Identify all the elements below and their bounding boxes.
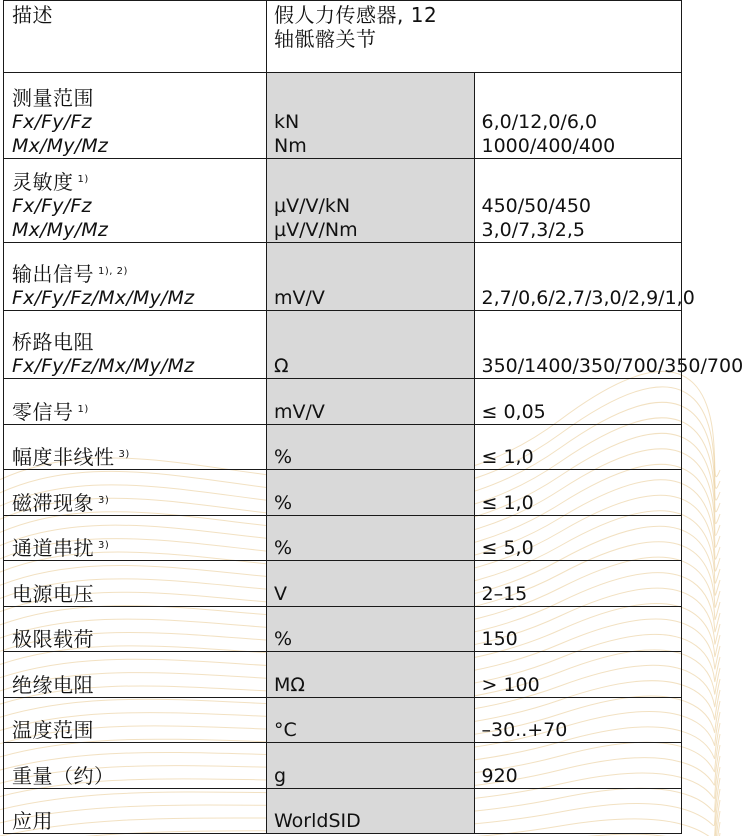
spec-unit: % bbox=[274, 628, 293, 650]
spec-value: 6,0/12,0/6,0 bbox=[481, 111, 598, 133]
spec-unit-cell bbox=[267, 743, 475, 789]
spec-unit: WorldSID bbox=[274, 810, 361, 832]
spec-row bbox=[4, 243, 682, 311]
footnote-ref: 1) bbox=[77, 404, 89, 415]
table-header-row bbox=[4, 1, 682, 73]
spec-value-cell bbox=[474, 243, 695, 311]
spec-row bbox=[4, 311, 682, 379]
spec-row bbox=[4, 789, 682, 834]
spec-name: 灵敏度 $^{1)}$ bbox=[12, 170, 89, 194]
spec-axes: Fx/Fy/Fz/Mx/My/Mz bbox=[12, 287, 195, 309]
spec-name: 通道串扰 $^{3)}$ bbox=[12, 536, 110, 560]
spec-axes: Mx/My/Mz bbox=[12, 219, 109, 241]
spec-unit-cell bbox=[267, 159, 475, 243]
spec-unit-cell bbox=[267, 516, 475, 561]
header-label-cell bbox=[4, 1, 267, 73]
spec-value-cell bbox=[474, 311, 743, 379]
spec-row bbox=[4, 379, 682, 425]
spec-value: 2–15 bbox=[481, 583, 528, 605]
product-name-line-1: 假人力传感器, 12 bbox=[274, 3, 438, 27]
spec-value-cell bbox=[474, 159, 682, 243]
spec-value: ≤ 1,0 bbox=[481, 492, 534, 514]
spec-value: ≤ 5,0 bbox=[481, 537, 534, 559]
spec-unit: °C bbox=[274, 719, 297, 741]
spec-row bbox=[4, 561, 682, 607]
spec-name: 电源电压 bbox=[12, 582, 94, 606]
spec-name: 测量范围 bbox=[12, 86, 94, 110]
spec-value-cell bbox=[474, 379, 682, 425]
spec-value-cell bbox=[474, 516, 682, 561]
spec-name-cell bbox=[4, 470, 267, 516]
spec-axes: Fx/Fy/Fz bbox=[12, 111, 92, 133]
spec-value: 150 bbox=[481, 628, 518, 650]
spec-value: 920 bbox=[481, 765, 518, 787]
spec-name: 磁滞现象 $^{3)}$ bbox=[12, 491, 110, 515]
spec-unit-cell bbox=[267, 652, 475, 698]
spec-value: 450/50/450 bbox=[481, 195, 592, 217]
spec-unit-cell bbox=[267, 425, 475, 470]
footnote-ref: 3) bbox=[98, 540, 110, 551]
spec-unit: µV/V/kN bbox=[274, 195, 351, 217]
footnote-ref: 3) bbox=[98, 495, 110, 506]
header-label: 描述 bbox=[12, 3, 53, 27]
spec-value: ≤ 0,05 bbox=[481, 401, 546, 423]
spec-name-cell bbox=[4, 379, 267, 425]
spec-value-cell bbox=[474, 607, 682, 652]
spec-name-cell bbox=[4, 698, 267, 743]
spec-unit: Nm bbox=[274, 135, 307, 157]
spec-value: 3,0/7,3/2,5 bbox=[481, 219, 585, 241]
spec-name: 重量（约） bbox=[12, 764, 115, 788]
spec-unit-cell bbox=[267, 470, 475, 516]
spec-name-cell bbox=[4, 425, 267, 470]
spec-name-cell bbox=[4, 73, 267, 159]
spec-axes: Mx/My/Mz bbox=[12, 135, 109, 157]
spec-unit: V bbox=[274, 583, 287, 605]
spec-unit: % bbox=[274, 446, 293, 468]
spec-name-cell bbox=[4, 789, 267, 834]
spec-unit-cell bbox=[267, 243, 475, 311]
footnote-ref: 1), 2) bbox=[98, 266, 128, 277]
spec-value: > 100 bbox=[481, 674, 540, 696]
spec-row bbox=[4, 652, 682, 698]
product-name-cell bbox=[267, 1, 682, 73]
spec-value: –30..+70 bbox=[481, 719, 568, 741]
spec-value-cell bbox=[474, 743, 682, 789]
spec-value: ≤ 1,0 bbox=[481, 446, 534, 468]
footnote-ref: 3) bbox=[118, 449, 130, 460]
spec-unit-cell bbox=[267, 698, 475, 743]
spec-unit: µV/V/Nm bbox=[274, 219, 358, 241]
spec-unit: % bbox=[274, 537, 293, 559]
spec-name: 极限载荷 bbox=[12, 627, 94, 651]
spec-unit: MΩ bbox=[274, 674, 305, 696]
spec-name: 输出信号 $^{1), 2)}$ bbox=[12, 262, 128, 286]
spec-value-cell bbox=[474, 425, 682, 470]
spec-unit: % bbox=[274, 492, 293, 514]
spec-name-cell bbox=[4, 516, 267, 561]
spec-name-cell bbox=[4, 652, 267, 698]
spec-name: 应用 bbox=[12, 809, 53, 833]
footnote-ref: 1) bbox=[77, 174, 89, 185]
product-name-line-2: 轴骶髂关节 bbox=[274, 27, 377, 51]
spec-unit: kN bbox=[274, 111, 300, 133]
spec-row bbox=[4, 425, 682, 470]
spec-unit-cell bbox=[267, 607, 475, 652]
spec-unit: g bbox=[274, 765, 287, 787]
spec-value-cell bbox=[474, 73, 682, 159]
spec-unit: Ω bbox=[274, 355, 289, 377]
spec-name-cell bbox=[4, 743, 267, 789]
spec-value: 2,7/0,6/2,7/3,0/2,9/1,0 bbox=[481, 287, 695, 309]
spec-row bbox=[4, 607, 682, 652]
spec-unit-cell bbox=[267, 311, 475, 379]
spec-value-cell bbox=[474, 470, 682, 516]
spec-unit-cell bbox=[267, 561, 475, 607]
spec-row bbox=[4, 743, 682, 789]
spec-value: 1000/400/400 bbox=[481, 135, 616, 157]
spec-axes: Fx/Fy/Fz bbox=[12, 195, 92, 217]
spec-name-cell bbox=[4, 311, 267, 379]
spec-name-cell bbox=[4, 561, 267, 607]
spec-row bbox=[4, 159, 682, 243]
spec-value-cell bbox=[474, 652, 682, 698]
spec-name-cell bbox=[4, 243, 267, 311]
spec-name: 温度范围 bbox=[12, 718, 94, 742]
sensor-spec-table bbox=[3, 0, 743, 834]
spec-value: 350/1400/350/700/350/700 bbox=[481, 355, 743, 377]
spec-row bbox=[4, 698, 682, 743]
spec-value-cell bbox=[474, 789, 682, 834]
spec-value-cell bbox=[474, 698, 682, 743]
spec-value-cell bbox=[474, 561, 682, 607]
spec-unit-cell bbox=[267, 789, 475, 834]
spec-name-cell bbox=[4, 159, 267, 243]
spec-name: 幅度非线性 $^{3)}$ bbox=[12, 445, 130, 469]
spec-name: 桥路电阻 bbox=[12, 330, 94, 354]
spec-name: 绝缘电阻 bbox=[12, 673, 94, 697]
spec-name: 零信号 $^{1)}$ bbox=[12, 400, 89, 424]
spec-unit-cell bbox=[267, 73, 475, 159]
spec-unit: mV/V bbox=[274, 287, 325, 309]
spec-name-cell bbox=[4, 607, 267, 652]
spec-row bbox=[4, 470, 682, 516]
spec-row bbox=[4, 73, 682, 159]
spec-row bbox=[4, 516, 682, 561]
spec-unit: mV/V bbox=[274, 401, 325, 423]
spec-axes: Fx/Fy/Fz/Mx/My/Mz bbox=[12, 355, 195, 377]
spec-unit-cell bbox=[267, 379, 475, 425]
